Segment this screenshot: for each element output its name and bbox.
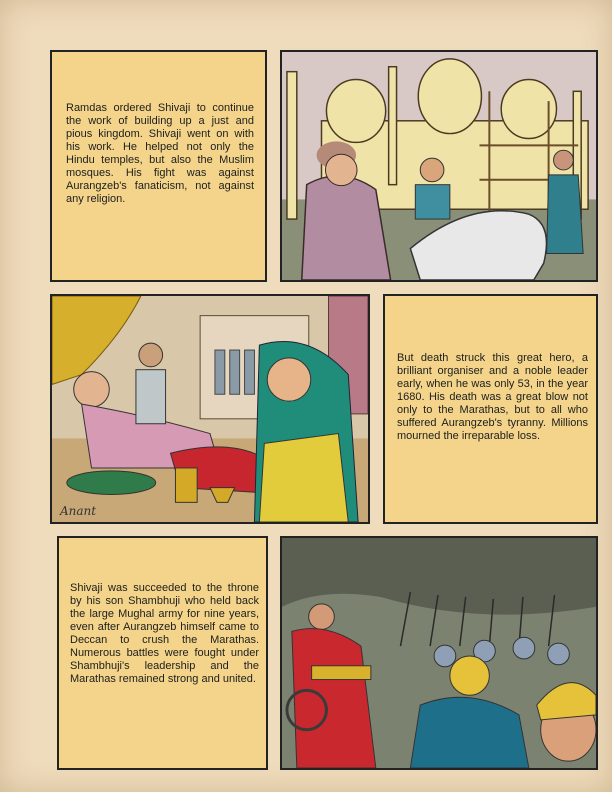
illustration-shivaji-deathbed [50, 294, 370, 524]
illustration-shivaji-building [280, 50, 598, 282]
caption-text-1: Ramdas ordered Shivaji to continue the work of building up a just and pious kingdom. Shivaji went on with his work. He helped not only the Hindu temples, but also the Muslim mosques. His fight was against Aurangzeb's fanaticism, not against any religion. [66, 102, 254, 205]
artist-signature: Anant [60, 504, 97, 518]
caption-panel-1 [50, 50, 267, 282]
caption-text-4: But death struck this great hero, a brilliant organiser and a noble leader early, when he was only 53, in the year 1680. His death was a great blow not only to the Marathas, but to all who suffered Aurangzeb's tyranny. Millions mourned the irreparable loss. [397, 352, 588, 442]
caption-panel-4 [383, 294, 598, 524]
caption-text-5: Shivaji was succeeded to the throne by his son Shambhuji who held back the large Mughal army for nine years, even after Aurangzeb himself came to Deccan to crush the Marathas. Numerous battles were fought under Shambhuji's leadership and the Marathas remained strong and united. [70, 582, 259, 685]
caption-panel-5 [57, 536, 268, 770]
illustration-battle [280, 536, 598, 770]
